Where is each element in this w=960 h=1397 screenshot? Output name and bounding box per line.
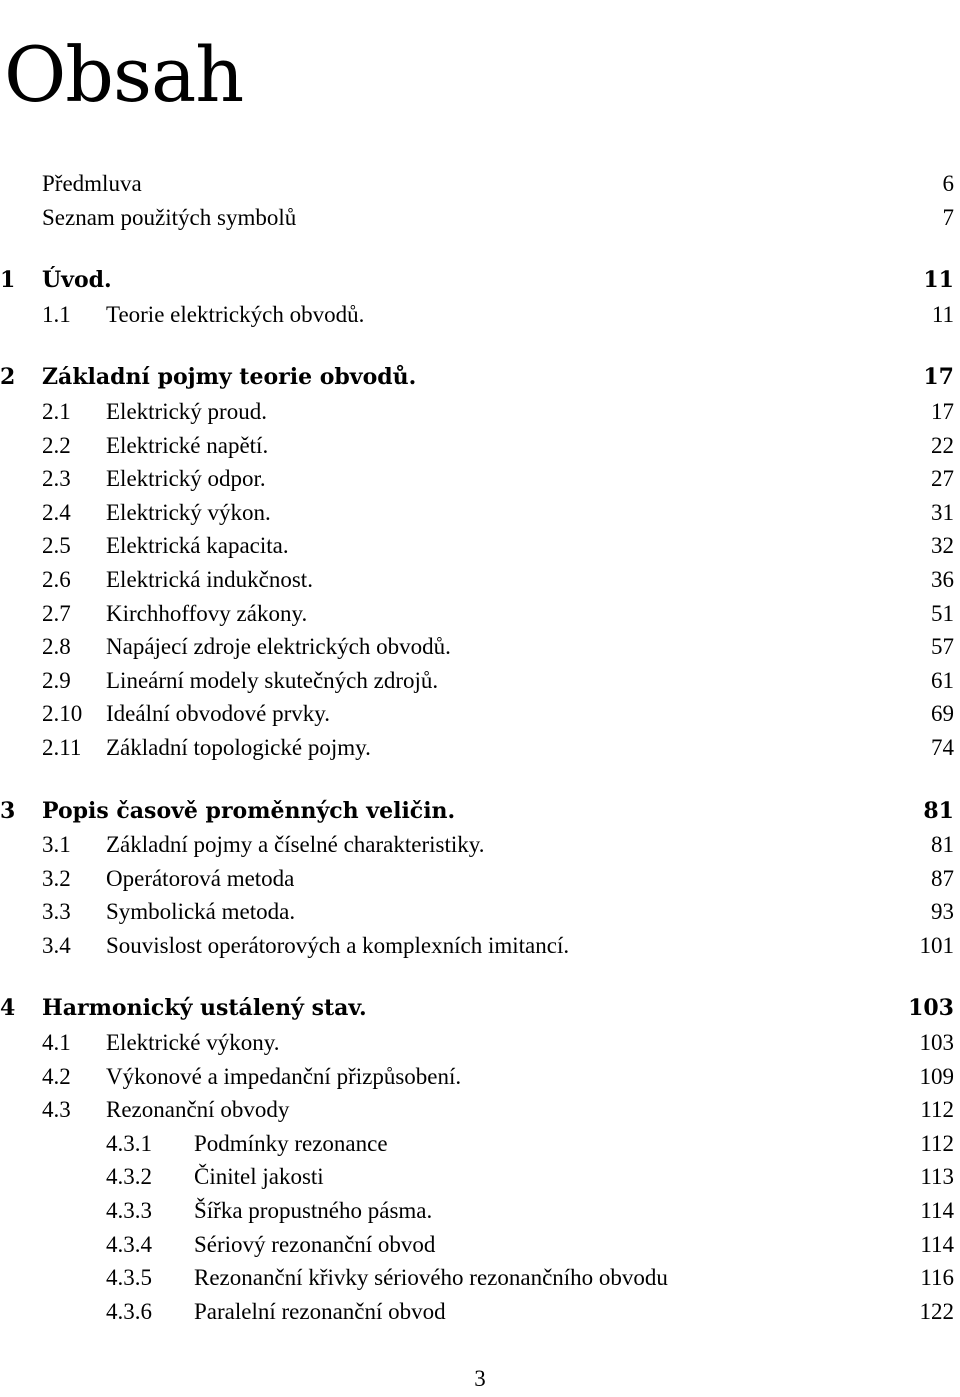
toc-entry[interactable] <box>0 1194 960 1228</box>
toc-entry-title: Elektrický proud. <box>106 395 271 429</box>
toc-entry[interactable] <box>0 529 960 563</box>
toc-entry-number: 2 <box>0 364 16 391</box>
toc-entry-number: 2.11 <box>42 734 82 760</box>
toc-entry-number: 4 <box>0 995 16 1022</box>
toc-entry-page: 87 <box>927 862 954 896</box>
toc-entry-title: Popis časově proměnných veličin. <box>42 795 459 829</box>
toc-entry-number: 3 <box>0 797 16 824</box>
toc-entry-page: 17 <box>927 395 954 429</box>
toc-entry-title: Výkonové a impedanční přizpůsobení. <box>106 1060 465 1094</box>
toc-entry-page: 114 <box>916 1228 954 1262</box>
toc-entry-page: 122 <box>916 1295 955 1329</box>
toc-entry-title: Teorie elektrických obvodů. <box>106 298 368 332</box>
toc-entry-number: 2.3 <box>42 466 71 492</box>
toc-entry-page: 114 <box>916 1194 954 1228</box>
toc-entry-page: 112 <box>916 1093 954 1127</box>
toc-entry-number: 3.3 <box>42 899 71 925</box>
toc-entry[interactable] <box>0 1295 960 1329</box>
toc-entry[interactable] <box>0 462 960 496</box>
toc-entry-number: 1 <box>0 267 16 294</box>
toc-chapter-entry[interactable] <box>0 264 960 298</box>
toc-entry-page: 103 <box>916 1026 955 1060</box>
toc-entry-title: Symbolická metoda. <box>106 895 299 929</box>
toc-entry[interactable] <box>0 828 960 862</box>
toc-entry-title: Elektrická indukčnost. <box>106 563 317 597</box>
toc-entry-title: Ideální obvodové prvky. <box>106 697 334 731</box>
toc-entry-title: Souvislost operátorových a komplexních imitancí. <box>106 929 573 963</box>
toc-entry-page: 116 <box>916 1261 954 1295</box>
toc-entry-number: 3.2 <box>42 865 71 891</box>
toc-entry[interactable] <box>0 563 960 597</box>
toc-entry-number: 1.1 <box>42 301 71 327</box>
toc-entry-page: 81 <box>919 795 954 829</box>
toc-entry-title: Podmínky rezonance <box>194 1127 392 1161</box>
toc-entry-page: 112 <box>916 1127 954 1161</box>
toc-entry[interactable] <box>0 429 960 463</box>
toc-chapter-entry[interactable] <box>0 795 960 829</box>
toc-entry-page: 27 <box>927 462 954 496</box>
toc-entry[interactable] <box>0 395 960 429</box>
toc-entry[interactable] <box>0 298 960 332</box>
toc-entry-number: 4.2 <box>42 1063 71 1089</box>
toc-chapter-entry[interactable] <box>0 992 960 1026</box>
toc-entry-number: 4.3.4 <box>106 1231 152 1257</box>
toc-entry-title: Sériový rezonanční obvod <box>194 1228 439 1262</box>
toc-entry-number: 4.3.5 <box>106 1265 152 1291</box>
toc-entry-page: 17 <box>919 361 954 395</box>
toc-entry-page: 103 <box>904 992 954 1026</box>
toc-entry[interactable] <box>0 731 960 765</box>
toc-entry[interactable] <box>0 895 960 929</box>
toc-entry-page: 51 <box>927 597 954 631</box>
toc-entry-number: 4.3.1 <box>106 1130 152 1156</box>
toc-entry-title: Operátorová metoda <box>106 862 298 896</box>
toc-entry-page: 61 <box>927 664 954 698</box>
toc-entry[interactable] <box>0 1160 960 1194</box>
toc-entry[interactable] <box>0 1060 960 1094</box>
toc-entry[interactable] <box>0 167 960 201</box>
toc-entry[interactable] <box>0 862 960 896</box>
toc-entry-title: Rezonanční křivky sériového rezonančního obvodu <box>194 1261 672 1295</box>
toc-entry[interactable] <box>0 1127 960 1161</box>
toc-entry-page: 22 <box>927 429 954 463</box>
toc-entry-title: Základní pojmy teorie obvodů. <box>42 361 420 395</box>
toc-entry-number: 3.4 <box>42 932 71 958</box>
toc-entry-page: 31 <box>927 496 954 530</box>
toc-entry-page: 11 <box>919 264 954 298</box>
toc-entry-page: 101 <box>916 929 955 963</box>
toc-entry-page: 81 <box>927 828 954 862</box>
table-of-contents <box>0 167 960 1328</box>
toc-entry-page: 57 <box>927 630 954 664</box>
toc-entry-page: 93 <box>927 895 954 929</box>
toc-entry-title: Seznam použitých symbolů <box>42 201 300 235</box>
toc-entry-title: Základní topologické pojmy. <box>106 731 375 765</box>
toc-entry-title: Elektrické napětí. <box>106 429 272 463</box>
toc-entry-number: 2.10 <box>42 701 83 727</box>
toc-entry-title: Elektrické výkony. <box>106 1026 284 1060</box>
toc-entry-page: 7 <box>939 201 955 235</box>
toc-entry-number: 2.1 <box>42 398 71 424</box>
toc-entry[interactable] <box>0 1093 960 1127</box>
toc-entry-page: 113 <box>916 1160 954 1194</box>
toc-entry-title: Elektrická kapacita. <box>106 529 293 563</box>
toc-entry[interactable] <box>0 597 960 631</box>
page-title: Obsah <box>4 29 244 119</box>
toc-entry-number: 4.3.6 <box>106 1298 152 1324</box>
toc-entry-page: 32 <box>927 529 954 563</box>
toc-entry-page: 74 <box>927 731 954 765</box>
toc-entry[interactable] <box>0 630 960 664</box>
toc-entry-number: 4.3 <box>42 1097 71 1123</box>
toc-entry-number: 2.9 <box>42 667 71 693</box>
toc-entry-page: 69 <box>927 697 954 731</box>
toc-entry-number: 4.3.3 <box>106 1198 152 1224</box>
toc-chapter-entry[interactable] <box>0 361 960 395</box>
toc-entry-page: 11 <box>928 298 954 332</box>
toc-entry-number: 2.5 <box>42 533 71 559</box>
toc-entry-title: Základní pojmy a číselné charakteristiky. <box>106 828 489 862</box>
toc-entry-number: 2.6 <box>42 566 71 592</box>
toc-entry[interactable] <box>0 1261 960 1295</box>
toc-entry[interactable] <box>0 697 960 731</box>
toc-entry-title: Šířka propustného pásma. <box>194 1194 436 1228</box>
toc-entry[interactable] <box>0 664 960 698</box>
toc-entry-number: 4.1 <box>42 1030 71 1056</box>
toc-entry-number: 2.7 <box>42 600 71 626</box>
toc-entry-title: Napájecí zdroje elektrických obvodů. <box>106 630 455 664</box>
toc-entry[interactable] <box>0 201 960 235</box>
toc-entry-page: 6 <box>939 167 955 201</box>
toc-entry[interactable] <box>0 496 960 530</box>
toc-entry-title: Elektrický výkon. <box>106 496 275 530</box>
toc-entry-title: Předmluva <box>42 167 146 201</box>
toc-entry-title: Paralelní rezonanční obvod <box>194 1295 450 1329</box>
toc-entry-title: Činitel jakosti <box>194 1160 328 1194</box>
toc-entry-number: 2.2 <box>42 432 71 458</box>
toc-entry[interactable] <box>0 929 960 963</box>
toc-entry-title: Rezonanční obvody <box>106 1093 293 1127</box>
toc-entry-page: 109 <box>916 1060 955 1094</box>
toc-entry-title: Úvod. <box>42 264 116 298</box>
toc-entry-number: 3.1 <box>42 832 71 858</box>
toc-entry-number: 2.4 <box>42 499 71 525</box>
toc-entry[interactable] <box>0 1228 960 1262</box>
toc-entry[interactable] <box>0 1026 960 1060</box>
toc-entry-title: Harmonický ustálený stav. <box>42 992 371 1026</box>
toc-entry-title: Lineární modely skutečných zdrojů. <box>106 664 442 698</box>
toc-entry-number: 4.3.2 <box>106 1164 152 1190</box>
toc-entry-title: Elektrický odpor. <box>106 462 270 496</box>
toc-entry-number: 2.8 <box>42 634 71 660</box>
toc-entry-title: Kirchhoffovy zákony. <box>106 597 311 631</box>
page-number: 3 <box>474 1366 486 1391</box>
toc-entry-page: 36 <box>927 563 954 597</box>
